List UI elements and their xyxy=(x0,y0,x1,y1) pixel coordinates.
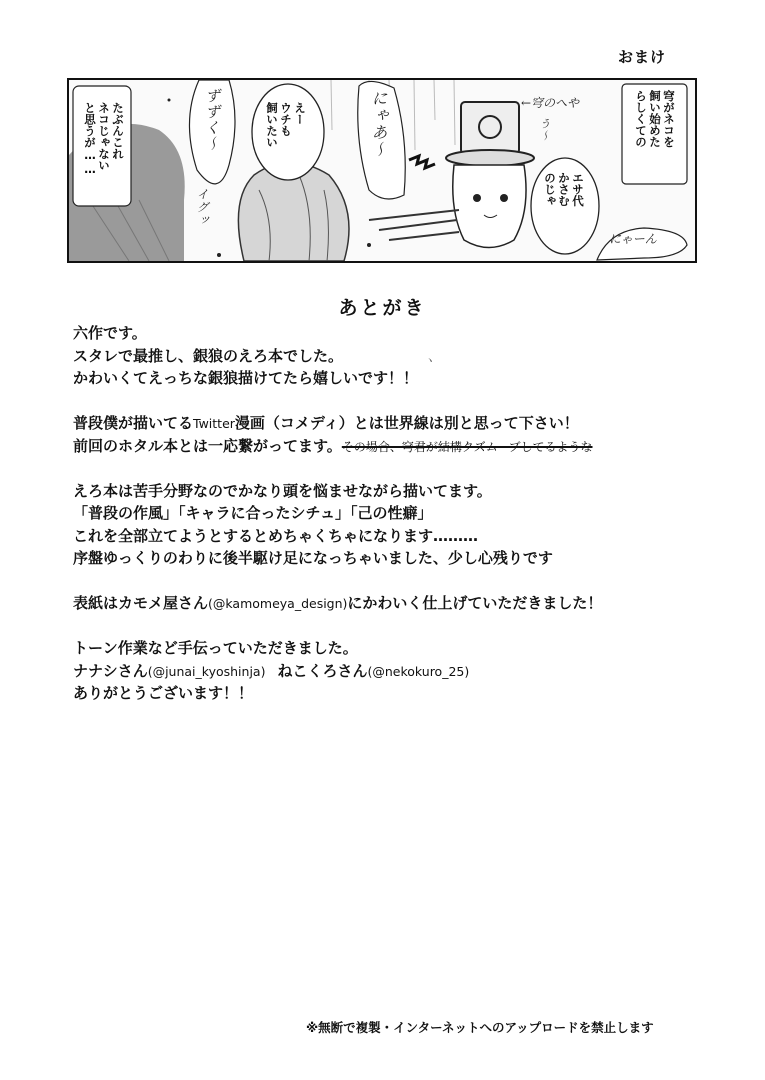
handle-nekokuro: (@nekokuro_25) xyxy=(367,663,470,679)
bubble-left: たぶんこれ ネコじゃない と思うが…… xyxy=(83,102,125,176)
afterword-text: 普段僕が描いてる xyxy=(73,414,194,432)
afterword-text: ねこくろさん xyxy=(277,661,368,680)
afterword-body xyxy=(73,322,713,705)
handle-kamomeya: (@kamomeya_design) xyxy=(208,596,348,611)
afterword-text: 表紙はカモメ屋さん xyxy=(73,594,209,612)
afterword-text: Twitter xyxy=(193,416,235,431)
afterword-line: トーン作業など手伝っていただきました。 xyxy=(73,639,358,657)
afterword-line xyxy=(73,435,713,458)
omake-label: おまけ xyxy=(618,48,667,66)
afterword-line: ありがとうございます！！ xyxy=(73,684,254,702)
copyright-notice: ※無断で複製・インターネットへのアップロードを禁止します xyxy=(306,1020,654,1035)
afterword-text: 前回のホタル本とは一応繋がってます。 xyxy=(73,436,342,455)
afterword-text: 漫画（コメディ）とは世界線は別と思って下さい！ xyxy=(234,414,579,432)
sfx-zuzuku: ずずく〜 xyxy=(203,88,221,152)
afterword-line: これを全部立てようとするとめちゃくちゃになります……… xyxy=(73,526,479,545)
afterword-line: かわいくてえっちな銀狼描けてたら嬉しいです！！ xyxy=(73,369,419,387)
afterword-line xyxy=(73,412,713,435)
stray-mark: ヽ xyxy=(425,356,435,367)
struck-text: その場合、穹君が結構クズムーブしてるような xyxy=(341,439,593,454)
bubble-right-2: エサ代 かさむ のじゃ xyxy=(543,172,585,207)
sfx-igui: イグッ xyxy=(195,188,209,227)
afterword-text: ナナシさん xyxy=(73,661,148,680)
bubble-center: えー ウチも 飼いたい xyxy=(265,102,307,148)
afterword-line: 六作です。 xyxy=(73,324,147,342)
afterword-title: あとがき xyxy=(338,297,427,319)
afterword-line: 序盤ゆっくりのわりに後半駆け足になっちゃいました、少し心残りです xyxy=(73,549,553,567)
afterword-line xyxy=(73,660,713,683)
afterword-text: にかわいく仕上げていただきました！ xyxy=(347,594,603,612)
sfx-nyaan: にゃーん xyxy=(609,232,657,246)
afterword-line: 「普段の作風」「キャラに合ったシチュ」「己の性癖」 xyxy=(73,504,433,522)
afterword-line xyxy=(73,592,713,615)
afterword-line: えろ本は苦手分野なのでかなり頭を悩ませながら描いてます。 xyxy=(73,481,492,500)
handle-junai: (@junai_kyoshinja) xyxy=(147,663,266,679)
sfx-soranoheya: ←穹のへや xyxy=(521,96,580,110)
manga-panel xyxy=(67,78,697,263)
afterword-line: スタレで最推し、銀狼のえろ本でした。 xyxy=(73,346,344,365)
sfx-uu: う〜 xyxy=(538,118,551,142)
bubble-right-1: 穹がネコを 飼い始めた らしくての xyxy=(634,90,676,148)
sfx-nyaa: にゃあ〜 xyxy=(369,90,388,158)
